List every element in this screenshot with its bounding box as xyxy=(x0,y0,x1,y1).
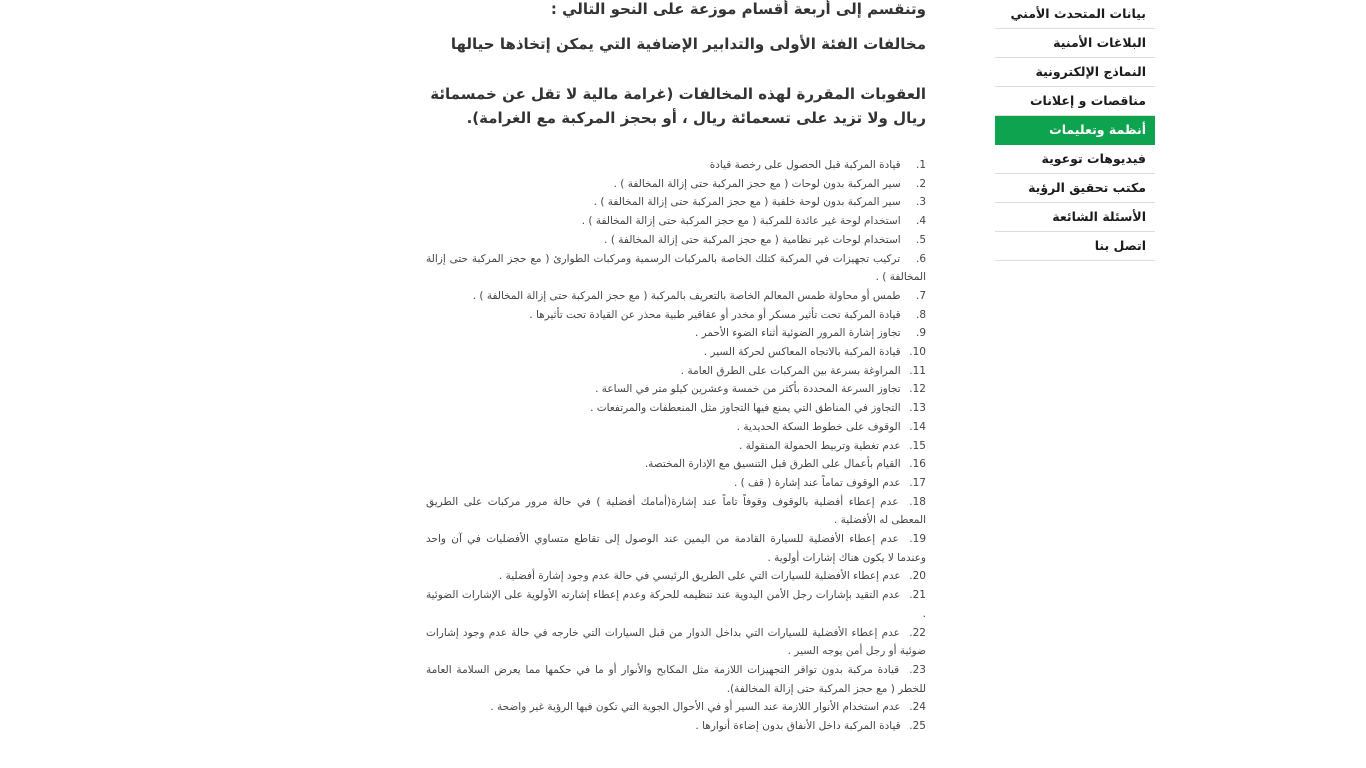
list-item-number: 2. xyxy=(915,177,926,190)
list-item-number: 11. xyxy=(909,364,926,377)
list-item-text: عدم الوقوف تماماً عند إشارة ( قف ) . xyxy=(733,476,901,489)
list-item-text: عدم استخدام الأنوار اللازمة عند السير أو في الأحوال الجوية التي تكون فيها الرؤية غير واضحة . xyxy=(490,701,901,714)
list-item xyxy=(426,474,926,493)
list-item-text: طمس أو محاولة طمس المعالم الخاصة بالتعريف بالمركبة ( مع حجز المركبة حتى إزالة المخالفة ) . xyxy=(472,289,901,302)
list-item-text: قيادة مركبة بدون توافر التجهيزات اللازمة مثل المكابح والأنوار أو ما في حكمها مما يعرض السلامة العامة للخطر ( مع حجز المركبة حتى إزالة المخالفة). xyxy=(426,663,926,695)
penalty-heading: العقوبات المقررة لهذه المخالفات (غرامة مالية لا تقل عن خمسمائة ريال ولا تزيد على تسعمائة ريال ، أو بحجز المركبة مع الغرامة). xyxy=(430,85,926,127)
list-item xyxy=(426,455,926,474)
list-item-text: عدم التقيد بإشارات رجل الأمن اليدوية عند تنظيمه للحركة وعدم إعطاء إشارته الأولوية على الإشارات الضوئية . xyxy=(426,589,926,620)
list-item-text: المراوغة بسرعة بين المركبات على الطرق العامة . xyxy=(680,364,901,377)
list-item xyxy=(426,306,926,325)
list-item xyxy=(426,380,926,399)
list-item-text: التجاوز في المناطق التي يمنع فيها التجاوز مثل المنعطفات والمرتفعات . xyxy=(590,402,901,415)
list-item xyxy=(426,493,926,530)
list-item-number: 19. xyxy=(909,533,927,546)
list-item xyxy=(426,287,926,306)
list-item-text: تجاوز السرعة المحددة بأكثر من خمسة وعشرين كيلو متر في الساعة . xyxy=(595,383,901,396)
sidebar-nav xyxy=(995,0,1155,261)
sidebar-item[interactable]: الأسئلة الشائعة xyxy=(995,203,1155,232)
sidebar-item[interactable]: البلاغات الأمنية xyxy=(995,29,1155,58)
list-item-number: 18. xyxy=(909,495,926,508)
list-item-text: عدم تغطية وتربيط الحمولة المنقولة . xyxy=(738,439,901,452)
list-item-text: قيادة المركبة تحت تأثير مسكر أو مخدر أو عقاقير طبية محذر عن القيادة تحت تأثيرها . xyxy=(529,308,901,321)
violations-list xyxy=(426,156,926,736)
list-item-text: عدم إعطاء الأفضلية للسيارات التي على الطريق الرئيسي في حالة عدم وجود إشارة أفضلية . xyxy=(498,570,901,583)
list-item-number: 17. xyxy=(909,476,926,489)
sidebar-item[interactable]: أنظمة وتعليمات xyxy=(995,116,1155,145)
list-item xyxy=(426,418,926,437)
list-item-number: 13. xyxy=(909,402,926,415)
list-item-text: عدم إعطاء الأفضلية للسيارات التي بداخل الدوار من قبل السيارات التي خارجه في حالة عدم وجود إشارات ضوئية أو رجل أمن يوجه السير . xyxy=(426,626,926,658)
sidebar-item[interactable]: فيديوهات توعوية xyxy=(995,145,1155,174)
list-item xyxy=(426,175,926,194)
list-item xyxy=(426,586,926,623)
list-item xyxy=(426,156,926,175)
list-item-text: عدم إعطاء الأفضلية للسيارة القادمة من اليمين عند الوصول إلى تقاطع متساوي الأفضليات في آن واحد وعندما لا يكون هناك إشارات أولوية . xyxy=(426,533,926,564)
list-item-text: قيادة المركبة بالاتجاه المعاكس لحركة السير . xyxy=(703,346,901,359)
list-item xyxy=(426,698,926,717)
list-item xyxy=(426,530,926,567)
list-item xyxy=(426,437,926,456)
list-item-number: 12. xyxy=(909,383,926,396)
list-item-number: 16. xyxy=(909,458,926,471)
list-item-number: 5. xyxy=(915,233,926,246)
list-item xyxy=(426,193,926,212)
list-item-text: الوقوف على خطوط السكة الحديدية . xyxy=(736,420,901,433)
list-item-number: 20. xyxy=(909,570,926,583)
list-item-number: 21. xyxy=(909,589,926,602)
list-item-number: 1. xyxy=(915,159,926,171)
main-content xyxy=(426,0,926,736)
list-item-number: 10. xyxy=(909,346,926,359)
list-item-text: قيادة المركبة قبل الحصول على رخصة قيادة xyxy=(709,159,901,171)
list-item-text: عدم إعطاء أفضلية بالوقوف وقوفاً تاماً عند إشارة(أمامك أفضلية ) في حالة مرور مركبات على الطريق المعطى له الأفضلية . xyxy=(426,495,926,527)
list-item-text: استخدام لوحة غير عائدة للمركبة ( مع حجز المركبة حتى إزالة المخالفة ) . xyxy=(581,215,901,228)
list-item xyxy=(426,399,926,418)
list-item-number: 4. xyxy=(915,215,926,228)
list-item-number: 23. xyxy=(909,663,926,676)
sidebar-item[interactable]: بيانات المتحدث الأمني xyxy=(995,0,1155,29)
list-item-text: سير المركبة بدون لوحات ( مع حجز المركبة حتى إزالة المخالفة ) . xyxy=(613,177,901,190)
list-item-text: استخدام لوحات غير نظامية ( مع حجز المركبة حتى إزالة المخالفة ) . xyxy=(604,233,901,246)
list-item-number: 6. xyxy=(915,252,926,265)
list-item-number: 25. xyxy=(909,720,926,733)
intro-heading: وتنقسم إلى أربعة أقسام موزعة على النحو التالي : xyxy=(550,0,926,18)
list-item-number: 14. xyxy=(909,420,926,433)
list-item-number: 24. xyxy=(909,701,926,714)
list-item-text: تجاوز إشارة المرور الضوئية أثناء الضوء الأحمر . xyxy=(694,327,901,340)
sidebar-item[interactable]: اتصل بنا xyxy=(995,232,1155,261)
list-item-number: 8. xyxy=(915,308,926,321)
list-item-text: سير المركبة بدون لوحة خلفية ( مع حجز المركبة حتى إزالة المخالفة ) . xyxy=(593,196,901,209)
list-item xyxy=(426,324,926,343)
sidebar-item[interactable]: مكتب تحقيق الرؤية xyxy=(995,174,1155,203)
list-item-number: 9. xyxy=(915,327,926,340)
list-item xyxy=(426,661,926,698)
list-item xyxy=(426,250,926,287)
list-item-number: 3. xyxy=(915,196,926,209)
list-item xyxy=(426,362,926,381)
list-item xyxy=(426,212,926,231)
list-item xyxy=(426,231,926,250)
list-item-text: تركيب تجهيزات في المركبة كتلك الخاصة بالمركبات الرسمية ومركبات الطوارئ ( مع حجز المركبة حتى إزالة المخالفة ) . xyxy=(426,252,926,284)
list-item xyxy=(426,624,926,661)
list-item-number: 7. xyxy=(915,289,926,302)
list-item xyxy=(426,717,926,736)
category-title: مخالفات الفئة الأولى والتدابير الإضافية التي يمكن إتخاذها حيالها xyxy=(450,35,926,53)
list-item xyxy=(426,343,926,362)
list-item-number: 15. xyxy=(909,439,926,452)
list-item-text: قيادة المركبة داخل الأنفاق بدون إضاءة أنوارها . xyxy=(695,720,901,733)
sidebar-item[interactable]: مناقصات و إعلانات xyxy=(995,87,1155,116)
list-item xyxy=(426,567,926,586)
sidebar-item[interactable]: النماذج الإلكترونية xyxy=(995,58,1155,87)
list-item-number: 22. xyxy=(909,626,926,639)
list-item-text: القيام بأعمال على الطرق قبل التنسيق مع الإدارة المختصة. xyxy=(644,458,901,471)
